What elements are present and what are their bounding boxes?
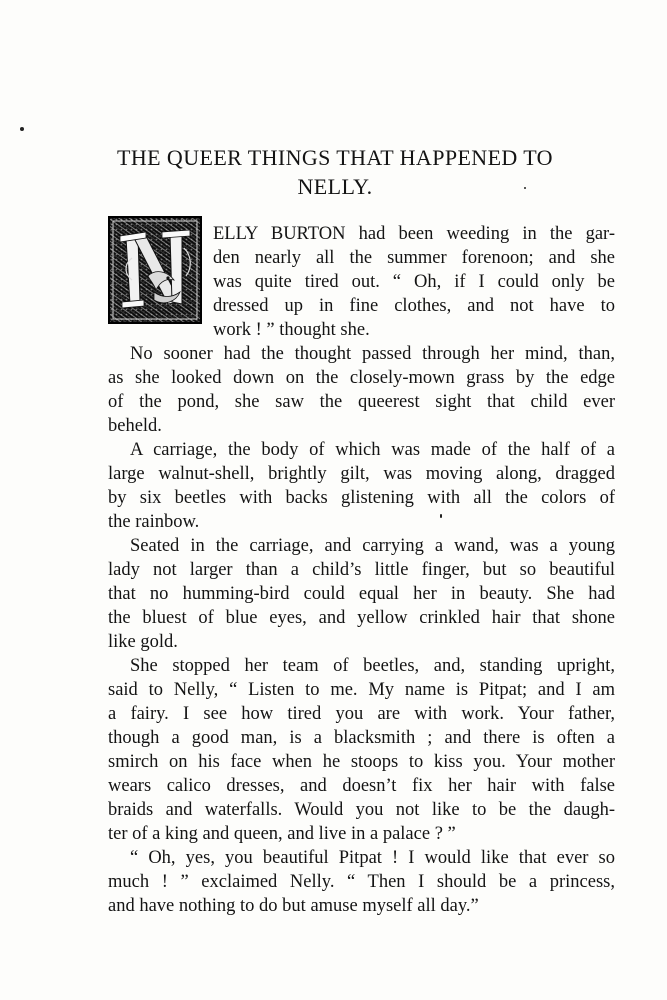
text-line: the rainbow. bbox=[108, 512, 200, 532]
text-line: and have nothing to do but amuse myself all day.” bbox=[108, 896, 479, 916]
text-line: No sooner had the thought passed through her mind, than, bbox=[130, 344, 615, 364]
text-line: lady not larger than a child’s little finger, but so beautiful bbox=[108, 560, 615, 580]
text-line: den nearly all the summer forenoon; and she bbox=[213, 248, 615, 268]
text-line: a fairy. I see how tired you are with work. Your father, bbox=[108, 704, 615, 724]
chapter-title-line-2: NELLY. bbox=[297, 174, 373, 199]
text-line: She stopped her team of beetles, and, standing upright, bbox=[130, 656, 615, 676]
text-line: by six beetles with backs glistening with all the colors of bbox=[108, 488, 615, 508]
text-line: large walnut-shell, brightly gilt, was moving along, dragged bbox=[108, 464, 615, 484]
text-line: “ Oh, yes, you beautiful Pitpat ! I would like that ever so bbox=[130, 848, 615, 868]
text-line: of the pond, she saw the queerest sight that child ever bbox=[108, 392, 615, 412]
ornamental-initial-n-icon bbox=[108, 216, 202, 324]
ink-speck bbox=[440, 514, 442, 518]
text-line: A carriage, the body of which was made of the half of a bbox=[130, 440, 615, 460]
text-line: though a good man, is a blacksmith ; and there is often a bbox=[108, 728, 615, 748]
text-line: as she looked down on the closely-mown grass by the edge bbox=[108, 368, 615, 388]
text-line: smirch on his face when he stoops to kiss you. Your mother bbox=[108, 752, 615, 772]
ink-speck bbox=[20, 127, 24, 131]
text-line: wears calico dresses, and doesn’t fix her hair with false bbox=[108, 776, 615, 796]
text-line: was quite tired out. “ Oh, if I could only be bbox=[213, 272, 615, 292]
text-line: Seated in the carriage, and carrying a wand, was a young bbox=[130, 536, 615, 556]
text-line: said to Nelly, “ Listen to me. My name is Pitpat; and I am bbox=[108, 680, 615, 700]
text-line: work ! ” thought she. bbox=[213, 320, 370, 340]
text-line: like gold. bbox=[108, 632, 178, 652]
text-line: ELLY BURTON had been weeding in the gar- bbox=[213, 224, 615, 244]
text-line: dressed up in fine clothes, and not have to bbox=[213, 296, 615, 316]
text-line: that no humming-bird could equal her in beauty. She had bbox=[108, 584, 615, 604]
text-line: braids and waterfalls. Would you not like to be the daugh- bbox=[108, 800, 615, 820]
text-line: beheld. bbox=[108, 416, 162, 436]
chapter-title-line-1: THE QUEER THINGS THAT HAPPENED TO bbox=[117, 145, 553, 170]
text-line: much ! ” exclaimed Nelly. “ Then I should be a princess, bbox=[108, 872, 615, 892]
text-line: the bluest of blue eyes, and yellow crinkled hair that shone bbox=[108, 608, 615, 628]
text-line: ter of a king and queen, and live in a palace ? ” bbox=[108, 824, 456, 844]
